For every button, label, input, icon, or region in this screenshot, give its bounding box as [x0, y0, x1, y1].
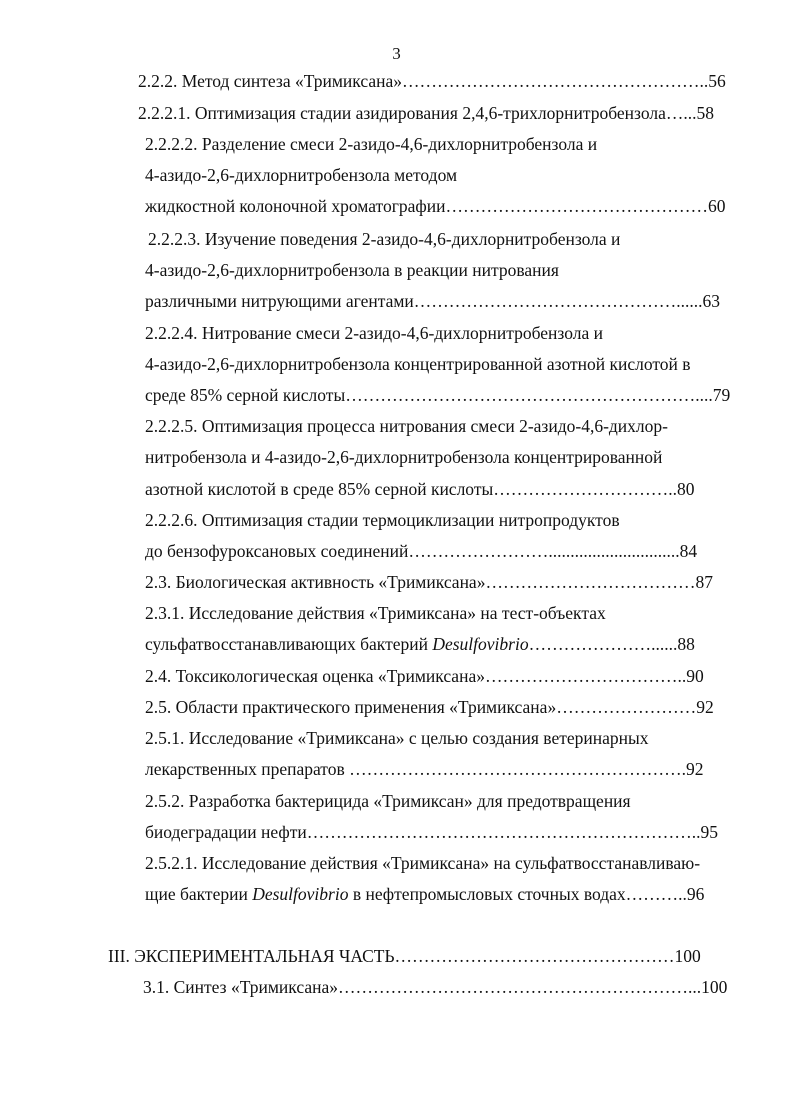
toc-line: 2.5. Области практического применения «Тримиксана»……………………92	[145, 697, 714, 717]
toc-line: 2.2.2.2. Разделение смеси 2-азидо-4,6-дихлорнитробензола и	[145, 134, 598, 154]
toc-line: 2.2.2.5. Оптимизация процесса нитрования смеси 2-азидо-4,6-дихлор-	[145, 416, 668, 436]
toc-line: 2.3.1. Исследование действия «Тримиксана» на тест-объектах	[145, 603, 606, 623]
toc-line: 3.1. Синтез «Тримиксана»……………………………………………………...100	[143, 977, 728, 997]
toc-line: нитробензола и 4-азидо-2,6-дихлорнитробензола концентрированной	[145, 447, 663, 467]
toc-line: 2.2.2.6. Оптимизация стадии термоциклизации нитропродуктов	[145, 510, 620, 530]
toc-line: III. ЭКСПЕРИМЕНТАЛЬНАЯ ЧАСТЬ…………………………………………100	[108, 946, 701, 966]
toc-line: 2.5.1. Исследование «Тримиксана» с целью создания ветеринарных	[145, 728, 649, 748]
genus-name: Desulfovibrio	[432, 634, 529, 654]
toc-line: щие бактерии Desulfovibrio в нефтепромысловых сточных водах………..96	[145, 884, 705, 904]
toc-line: среде 85% серной кислоты……………………………………………………....79	[145, 385, 731, 405]
toc-line: сульфатвосстанавливающих бактерий Desulfovibrio…………………......88	[145, 634, 695, 654]
toc-line: 4-азидо-2,6-дихлорнитробензола в реакции нитрования	[145, 260, 559, 280]
toc-line: до бензофуроксановых соединений……………………..............................84	[145, 541, 698, 561]
toc-line: 2.2.2.3. Изучение поведения 2-азидо-4,6-дихлорнитробензола и	[148, 229, 621, 249]
toc-line: азотной кислотой в среде 85% серной кислоты…………………………..80	[145, 479, 695, 499]
toc-line: 2.2.2.4. Нитрование смеси 2-азидо-4,6-дихлорнитробензола и	[145, 323, 603, 343]
toc-line: 4-азидо-2,6-дихлорнитробензола методом	[145, 165, 458, 185]
toc-line: 2.5.2. Разработка бактерицида «Тримиксан» для предотвращения	[145, 791, 631, 811]
toc-line: 2.2.2.1. Оптимизация стадии азидирования 2,4,6-трихлорнитробензола…...58	[138, 103, 714, 123]
toc-line: биодеградации нефти…………………………………………………………..95	[145, 822, 718, 842]
toc-line: 2.4. Токсикологическая оценка «Тримиксана»……………………………..90	[145, 666, 704, 686]
page-number: 3	[392, 44, 401, 63]
toc-line: 2.2.2. Метод синтеза «Тримиксана»……………………………………………..56	[138, 71, 726, 91]
toc-line: 4-азидо-2,6-дихлорнитробензола концентрированной азотной кислотой в	[145, 354, 691, 374]
toc-line: жидкостной колоночной хроматографии………………………………………60	[145, 196, 726, 216]
toc-line: 2.5.2.1. Исследование действия «Тримиксана» на сульфатвосстанавливаю-	[145, 853, 701, 873]
toc-line: лекарственных препаратов ………………………………………………….92	[145, 759, 704, 779]
genus-name: Desulfovibrio	[252, 884, 349, 904]
toc-line: 2.3. Биологическая активность «Тримиксана»………………………………87	[145, 572, 713, 592]
toc-line: различными нитрующими агентами………………………………………......63	[145, 291, 721, 311]
